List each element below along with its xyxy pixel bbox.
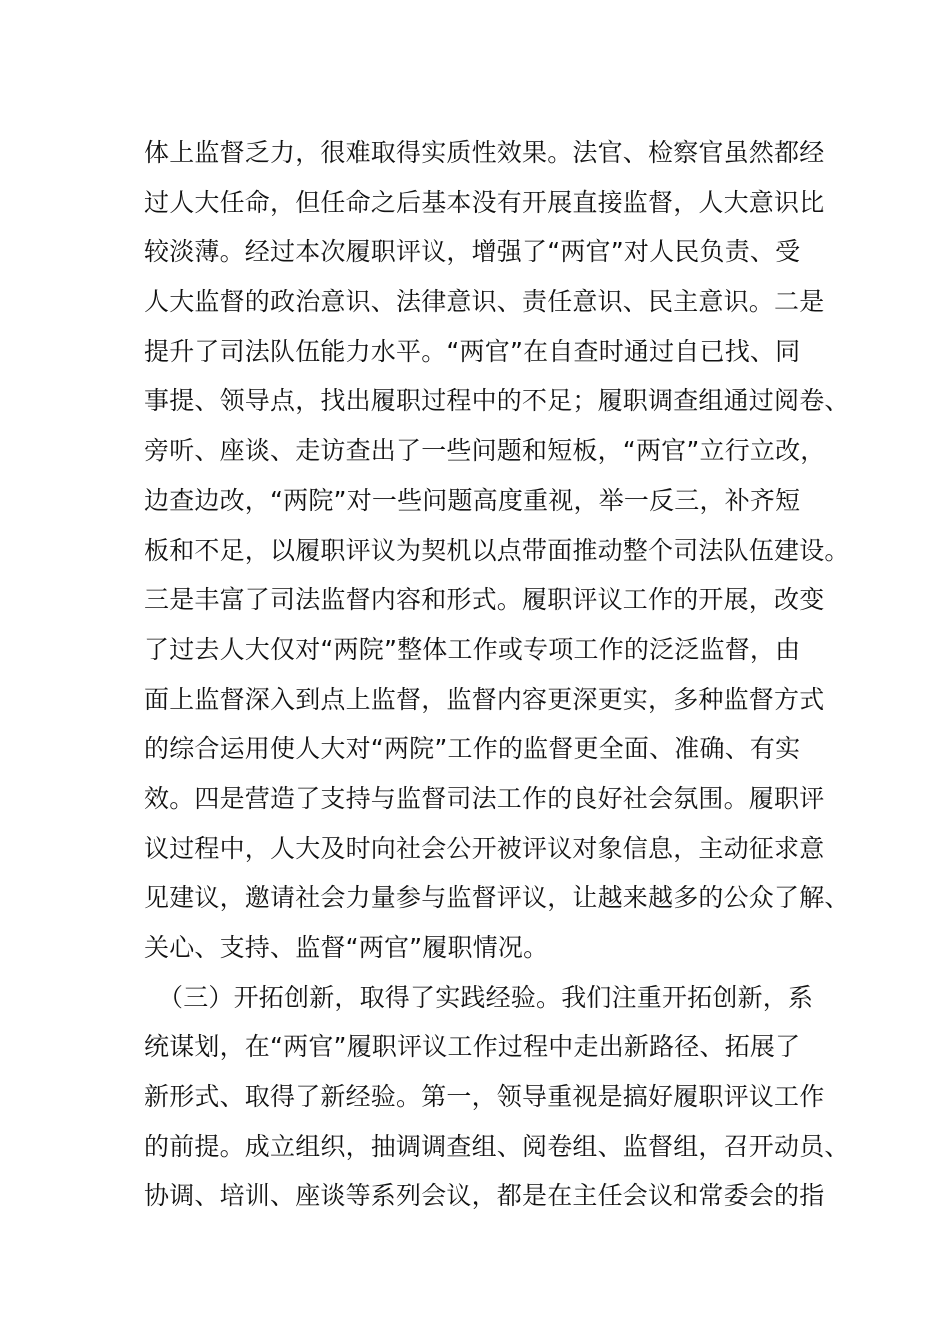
text-line: 协调、培训、座谈等系列会议，都是在主任会议和常委会的指 xyxy=(144,1181,825,1211)
text-line: 板和不足，以履职评议为契机以点带面推动整个司法队伍建设。 xyxy=(144,535,850,565)
text-line: 见建议，邀请社会力量参与监督评议，让越来越多的公众了解、 xyxy=(144,883,850,913)
text-line: 了过去人大仅对“两院”整体工作或专项工作的泛泛监督，由 xyxy=(144,634,801,664)
text-line: 边查边改，“两院”对一些问题高度重视，举一反三，补齐短 xyxy=(144,485,801,515)
section-heading-line: （三）开拓创新，取得了实践经验。我们注重开拓创新，系 xyxy=(158,982,814,1012)
text-line: 统谋划，在“两官”履职评议工作过程中走出新路径、拓展了 xyxy=(144,1032,801,1062)
text-line: 事提、领导点，找出履职过程中的不足；履职调查组通过阅卷、 xyxy=(144,386,850,416)
text-line: 面上监督深入到点上监督，监督内容更深更实，多种监督方式 xyxy=(144,684,825,714)
text-line: 提升了司法队伍能力水平。“两官”在自查时通过自已找、同 xyxy=(144,336,801,366)
text-line: 效。四是营造了支持与监督司法工作的良好社会氛围。履职评 xyxy=(144,783,825,813)
text-line: 议过程中，人大及时向社会公开被评议对象信息，主动征求意 xyxy=(144,833,825,863)
text-line: 新形式、取得了新经验。第一，领导重视是搞好履职评议工作 xyxy=(144,1082,825,1112)
text-line: 人大监督的政治意识、法律意识、责任意识、民主意识。二是 xyxy=(144,287,825,317)
text-line: 三是丰富了司法监督内容和形式。履职评议工作的开展，改变 xyxy=(144,585,825,615)
text-line: 的前提。成立组织，抽调调查组、阅卷组、监督组，召开动员、 xyxy=(144,1131,850,1161)
text-line: 较淡薄。经过本次履职评议，增强了“两官”对人民负责、受 xyxy=(144,237,801,267)
text-line: 的综合运用使人大对“两院”工作的监督更全面、准确、有实 xyxy=(144,734,801,764)
text-line: 体上监督乏力，很难取得实质性效果。法官、检察官虽然都经 xyxy=(144,138,825,167)
body-text xyxy=(144,128,850,1221)
text-line: 过人大任命，但任命之后基本没有开展直接监督，人大意识比 xyxy=(144,187,825,217)
text-line: 关心、支持、监督“两官”履职情况。 xyxy=(144,933,549,962)
text-line: 旁听、座谈、走访查出了一些问题和短板，“两官”立行立改， xyxy=(144,436,826,466)
